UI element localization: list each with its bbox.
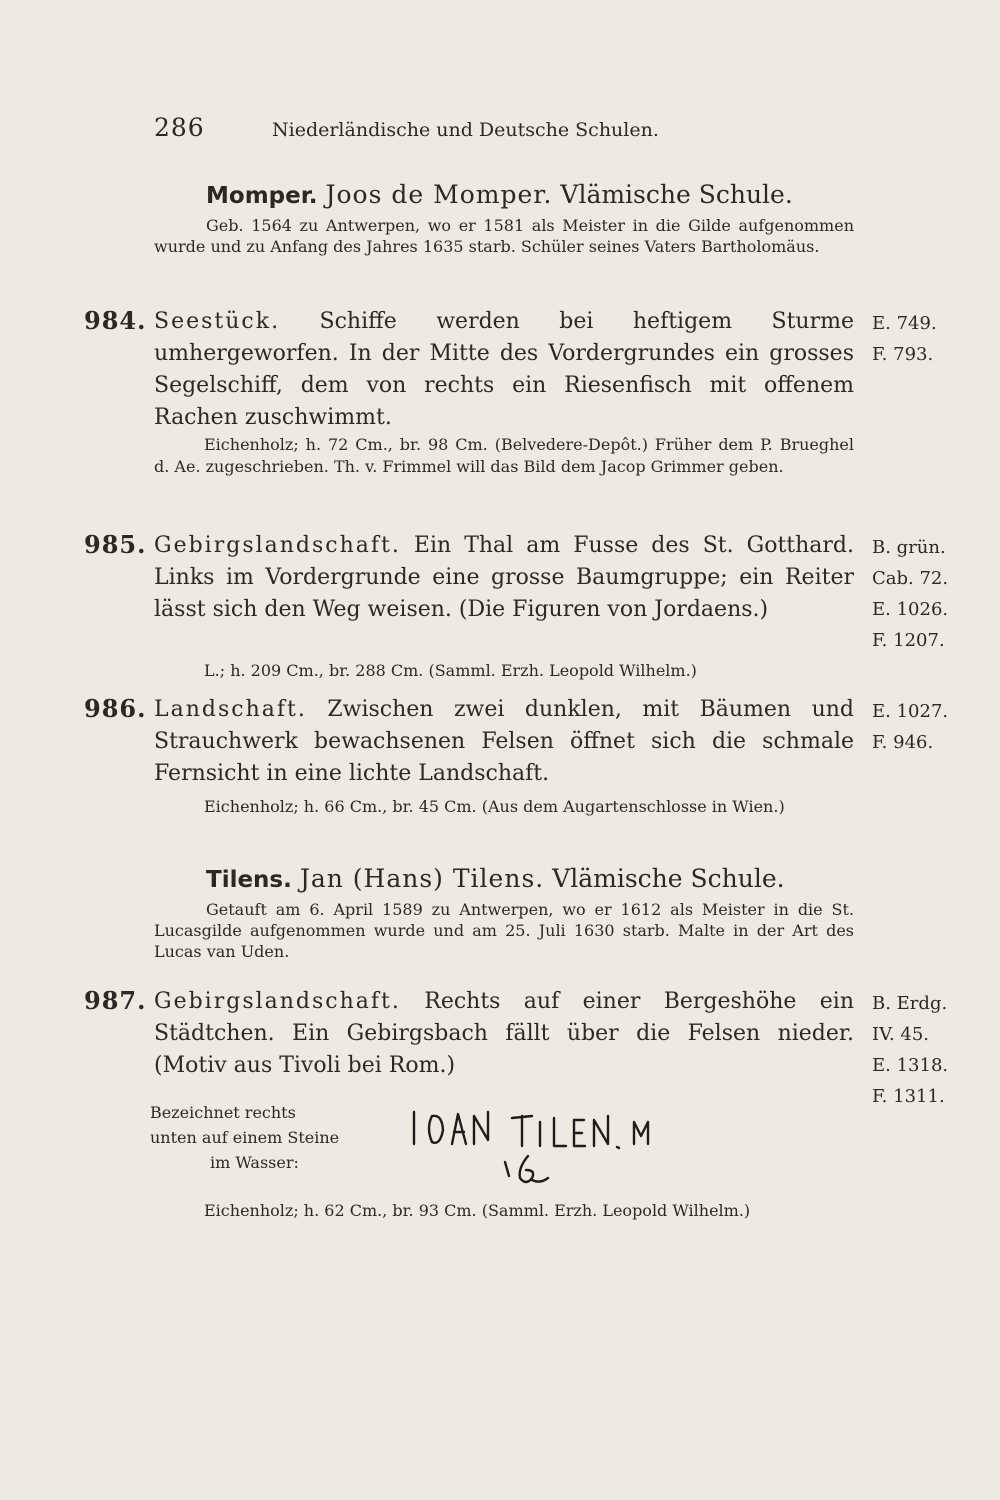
artist-school: Vlämische Schule. [560, 180, 793, 209]
entry-references [872, 308, 937, 370]
entry-description [154, 530, 854, 626]
entry-note: L.; h. 209 Cm., br. 288 Cm. (Samml. Erzh. Leopold Wilhelm.) [204, 661, 697, 680]
artist-line [206, 180, 793, 209]
signature-label-line: unten auf einem Steine [150, 1128, 340, 1147]
artist-name: Momper. [206, 183, 318, 209]
signature-label [150, 1100, 339, 1175]
reference: E. 1027. [872, 701, 949, 722]
reference: F. 1311. [872, 1086, 945, 1107]
reference: E. 1318. [872, 1055, 949, 1076]
reference: B. Erdg. [872, 993, 948, 1014]
artist-line [206, 864, 785, 893]
entry-description [154, 306, 854, 434]
signature-label-line: Bezeichnet rechts [150, 1103, 296, 1122]
entry-description [154, 986, 854, 1082]
artist-full-name: Jan (Hans) Tilens. [299, 864, 545, 893]
artist-bio: Getauft am 6. April 1589 zu Antwerpen, wo er 1612 als Meister in die St. Lucasgilde aufgenommen wurde und am 25. Juli 1630 starb. Malte in der Art des Lucas van Uden. [154, 900, 854, 961]
reference: E. 749. [872, 313, 937, 334]
reference: B. grün. [872, 537, 946, 558]
running-title: Niederländische und Deutsche Schulen. [272, 119, 659, 141]
artist-name: Tilens. [206, 867, 292, 893]
entry-title: Gebirgslandschaft. [154, 989, 401, 1014]
entry-description [154, 694, 854, 790]
entry-references [872, 532, 948, 656]
entry-title: Landschaft. [154, 697, 307, 722]
entry-references [872, 988, 948, 1112]
page-number: 286 [154, 113, 205, 142]
entry-text: Ein Thal am Fusse des St. Gotthard. Links im Vordergrunde eine grosse Baumgruppe; ein Reiter lässt sich den Weg weisen. (Die Figuren von Jordaens.) [154, 533, 855, 622]
entry-number: 985. [84, 530, 147, 559]
page-header [154, 113, 854, 143]
reference: Cab. 72. [872, 568, 949, 589]
signature-label-line: im Wasser: [210, 1153, 299, 1172]
entry-number: 984. [84, 306, 147, 335]
artist-bio: Geb. 1564 zu Antwerpen, wo er 1581 als Meister in die Gilde aufgenommen wurde und zu Anfang des Jahres 1635 starb. Schüler seines Vaters Bartholomäus. [154, 216, 854, 256]
entry-references [872, 696, 948, 758]
reference: E. 1026. [872, 599, 949, 620]
entry-number: 986. [84, 694, 147, 723]
entry-text: Zwischen zwei dunklen, mit Bäumen und Strauchwerk bewachsenen Felsen öffnet sich die schmale Fernsicht in eine lichte Landschaft. [154, 697, 854, 786]
reference: F. 946. [872, 732, 934, 753]
entry-title: Seestück. [154, 309, 281, 334]
entry-text: Schiffe werden bei heftigem Sturme umhergeworfen. In der Mitte des Vordergrundes ein grosses Segelschiff, dem von rechts ein Riesenfisch mit offenem Rachen zuschwimmt. [154, 309, 854, 430]
artist-full-name: Joos de Momper. [325, 180, 553, 209]
entry-text: Rechts auf einer Bergeshöhe ein Städtchen. Ein Gebirgsbach fällt über die Felsen nieder. (Motiv aus Tivoli bei Rom.) [154, 989, 854, 1078]
reference: IV. 45. [872, 1024, 930, 1045]
reference: F. 793. [872, 344, 934, 365]
entry-note: Eichenholz; h. 62 Cm., br. 93 Cm. (Samml. Erzh. Leopold Wilhelm.) [204, 1201, 751, 1220]
entry-note: Eichenholz; h. 72 Cm., br. 98 Cm. (Belvedere-Depôt.) Früher dem P. Brueghel d. Ae. zugeschrieben. Th. v. Frimmel will das Bild dem Jacop Grimmer geben. [154, 435, 854, 476]
entry-title: Gebirgslandschaft. [154, 533, 401, 558]
entry-number: 987. [84, 986, 147, 1015]
artist-school: Vlämische Schule. [552, 864, 785, 893]
entry-note: Eichenholz; h. 66 Cm., br. 45 Cm. (Aus dem Augartenschlosse in Wien.) [204, 797, 785, 816]
signature-inscription-image [408, 1100, 668, 1190]
reference: F. 1207. [872, 630, 945, 651]
